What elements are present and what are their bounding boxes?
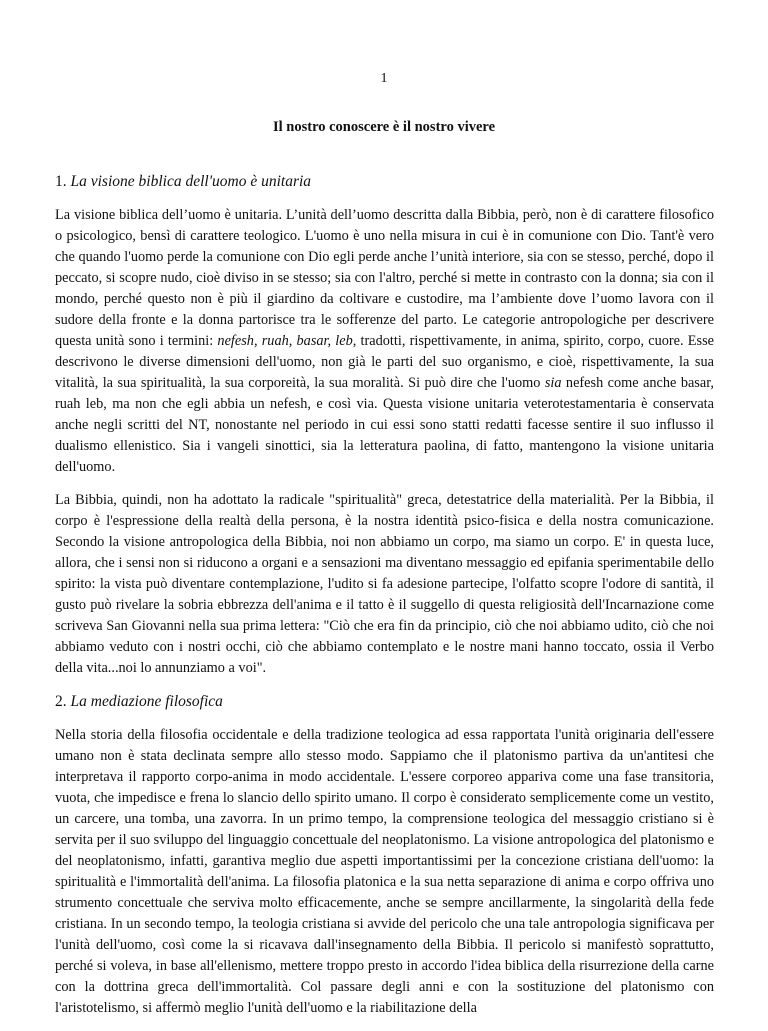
text-run: nefesh come anche basar, ruah leb, ma non che egli abbia un nefesh, e così via. Questa visione unitaria veterotestamentaria è conservata anche negli scritti del NT, nonostante nel periodo in cui essi sono statti redatti facesse sentire il suo influsso il dualismo ellenistico. Sia i vangeli sinottici, sia la letteratura paolina, di fatto, mantengono la visione unitaria dell'uomo.: [55, 375, 714, 475]
paragraph: Nella storia della filosofia occidentale e della tradizione teologica ad essa rapportata l'unità originaria dell'essere umano non è stata declinata sempre allo stesso modo. Sappiamo che il platonismo partiva da un'antitesi che interpretava il rapporto corpo-anima in modo accidentale. L'essere corporeo appariva come una fase transitoria, vuota, che impedisce e frena lo slancio dello spirito umano. Il corpo è considerato semplicemente come un vestito, un carcere, una tomba, una zavorra. In un primo tempo, la comprensione teologica del messaggio cristiano si è servita per il suo sviluppo del linguaggio concettuale del neoplatonismo. La visione antropologica del platonismo e del neoplatonismo, infatti, garantiva meglio due aspetti importantissimi per la concezione cristiana dell'uomo: la spiritualità e l'immortalità dell'anima. La filosofia platonica e la sua netta separazione di anima e corpo offriva uno strumento concettuale che serviva molto efficacemente, anche se sempre ancillarmente, la singolarità della fede cristiana. In un secondo tempo, la teologia cristiana si avvide del pericolo che una tale antropologia significava per l'unità dell'uomo, così come la si ricavava dall'insegnamento della Bibbia. Il pericolo si manifestò soprattutto, perché si voleva, in base all'ellenismo, mettere troppo presto in accordo l'idea biblica della risurrezione della carne con la dottrina greca dell'immortalità. Col passare degli anni e con la sostituzione del platonismo con l'aristotelismo, si affermò meglio l'unità dell'uomo e la riabilitazione della: [55, 727, 714, 1016]
paragraph: [55, 205, 714, 478]
document-body: [55, 171, 714, 1031]
hebrew-terms: nefesh, ruah, basar, leb: [217, 333, 353, 349]
section-number: 2.: [55, 693, 67, 710]
text-run: La visione biblica dell’uomo è unitaria. L’unità dell’uomo descritta dalla Bibbia, però, non è di carattere filosofico o psicologico, bensì di carattere teologico. L'uomo è uno nella misura in cui è in comunione con Dio. Tant'è vero che quando l'uomo perde la comunione con Dio egli perde anche l’unità interiore, sia con se stesso, perché, dopo il peccato, si scopre nudo, cioè diviso in se stesso; sia con l'altro, perché si mette in contrasto con la donna; sia con il mondo, perché questo non è più il giardino da coltivare e custodire, ma l’ambiente dove l’uomo lavora con il sudore della fronte e la donna partorisce tra le sofferenze del parto. Le categorie antropologiche per descrivere questa unità sono i termini:: [55, 207, 714, 349]
section-title: La visione biblica dell'uomo è unitaria: [70, 173, 312, 190]
paragraph: La Bibbia, quindi, non ha adottato la radicale "spiritualità" greca, detestatrice della materialità. Per la Bibbia, il corpo è l'espressione della realtà della persona, è la nostra identità psico-fisica e della nostra comunicazione. Secondo la visione antropologica della Bibbia, noi non abbiamo un corpo, ma siamo un corpo. E' in questa luce, allora, che i sensi non si riducono a organi e a sensazioni ma diventano messaggio ed epifania sperimentabile dello spirito: la vista può diventare contemplazione, l'udito si fa adesione partecipe, l'olfatto scopre l'odore di santità, il gusto può rivelare la sobria ebbrezza dell'anima e il tatto è il suggello di questa religiosità dell'Incarnazione come scriveva San Giovanni nella sua prima lettera: "Ciò che era fin da principio, ciò che noi abbiamo udito, ciò che noi abbiamo veduto con i nostri occhi, ciò che abbiamo contemplato e le nostre mani hanno toccato, ossia il Verbo della vita...noi lo annunziamo a voi".: [55, 492, 714, 676]
section-number: 1.: [55, 173, 67, 190]
section-heading-1: [55, 171, 714, 192]
text-run: , tradotti, rispettivamente, in anima, spirito, corpo, cuore. Esse descrivono le diverse dimensioni dell'uomo, non già le parti del suo organismo, e cioè, rispettivamente, la sua vitalità, la sua spiritualità, la sua corporeità, la sua moralità. Si può dire che l'uomo: [55, 333, 714, 391]
section-heading-2: [55, 691, 714, 712]
document-title: Il nostro conoscere è il nostro vivere: [272, 119, 496, 135]
section-title: La mediazione filosofica: [70, 693, 223, 710]
emphasis-sia: sia: [544, 375, 562, 391]
page-number: 1: [380, 71, 388, 86]
